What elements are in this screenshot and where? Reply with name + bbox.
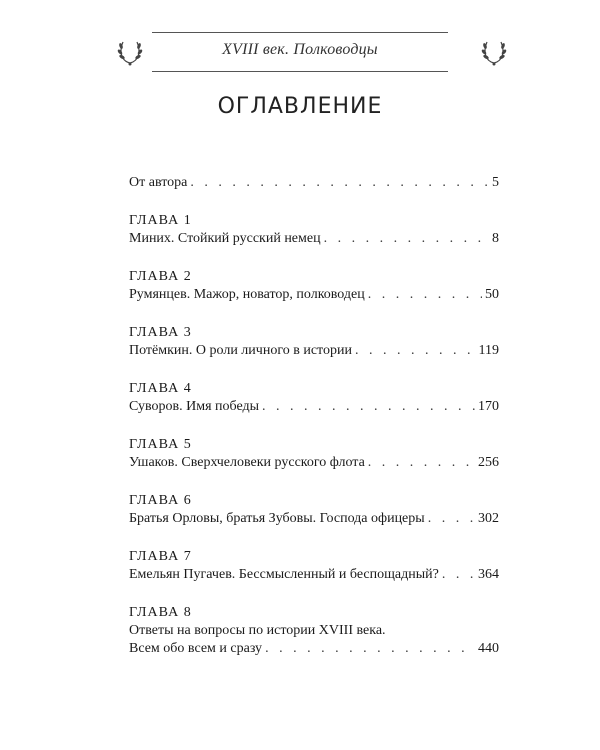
toc-line <box>129 622 499 640</box>
toc-line <box>129 566 499 584</box>
toc-line <box>129 398 499 416</box>
toc-entry[interactable] <box>129 174 499 192</box>
dot-leader <box>265 640 475 658</box>
chapter-label: ГЛАВА 1 <box>129 213 192 228</box>
running-header <box>0 32 600 72</box>
laurel-wreath-icon <box>480 37 508 67</box>
chapter-label: ГЛАВА 6 <box>129 493 192 508</box>
dot-leader <box>190 174 489 192</box>
page-title: ОГЛАВЛЕНИЕ <box>217 94 383 119</box>
page-number: 119 <box>478 343 499 358</box>
header-bottom-rule <box>152 71 448 72</box>
chapter-label: ГЛАВА 3 <box>129 325 192 340</box>
toc-entry[interactable] <box>129 268 499 304</box>
toc-line <box>129 174 499 192</box>
page-number: 302 <box>478 511 499 526</box>
toc-line <box>129 510 499 528</box>
entry-title: От автора <box>129 175 188 190</box>
toc-line <box>129 454 499 472</box>
entry-title: Ушаков. Сверхчеловеки русского флота <box>129 455 365 470</box>
toc-line <box>129 230 499 248</box>
header-title: XVIII век. Полководцы <box>222 41 378 58</box>
entry-title: Суворов. Имя победы <box>129 399 260 414</box>
toc-line <box>129 342 499 360</box>
entry-title: Потёмкин. О роли личного в истории <box>129 343 352 358</box>
chapter-label: ГЛАВА 2 <box>129 269 192 284</box>
dot-leader <box>428 510 475 528</box>
entry-title: Румянцев. Мажор, новатор, полководец <box>129 287 365 302</box>
dot-leader <box>262 398 475 416</box>
header-top-rule <box>152 32 448 33</box>
toc-entry[interactable] <box>129 548 499 584</box>
toc-entry[interactable] <box>129 380 499 416</box>
entry-title: Миних. Стойкий русский немец <box>129 231 321 246</box>
table-of-contents <box>129 174 499 678</box>
toc-entry[interactable] <box>129 436 499 472</box>
chapter-label: ГЛАВА 5 <box>129 437 192 452</box>
chapter-label: ГЛАВА 8 <box>129 605 192 620</box>
toc-entry[interactable] <box>129 212 499 248</box>
entry-title-continued: Всем обо всем и сразу <box>129 641 263 656</box>
toc-line <box>129 286 499 304</box>
chapter-label: ГЛАВА 7 <box>129 549 192 564</box>
page-number: 8 <box>492 231 499 246</box>
dot-leader <box>368 454 475 472</box>
toc-line <box>129 640 499 658</box>
dot-leader <box>324 230 489 248</box>
page-number: 170 <box>478 399 499 414</box>
dot-leader <box>368 286 482 304</box>
page-number: 256 <box>478 455 499 470</box>
page-number: 50 <box>485 287 499 302</box>
dot-leader <box>355 342 476 360</box>
toc-entry[interactable] <box>129 492 499 528</box>
toc-entry[interactable] <box>129 604 499 658</box>
chapter-label: ГЛАВА 4 <box>129 381 192 396</box>
entry-title: Братья Орловы, братья Зубовы. Господа офицеры <box>129 511 425 526</box>
entry-title: Емельян Пугачев. Бессмысленный и беспощадный? <box>129 567 439 582</box>
entry-title: Ответы на вопросы по истории XVIII века. <box>129 623 386 638</box>
page-number: 440 <box>478 641 499 656</box>
toc-entry[interactable] <box>129 324 499 360</box>
page-number: 364 <box>478 567 499 582</box>
page-number: 5 <box>492 175 499 190</box>
dot-leader <box>442 566 475 584</box>
